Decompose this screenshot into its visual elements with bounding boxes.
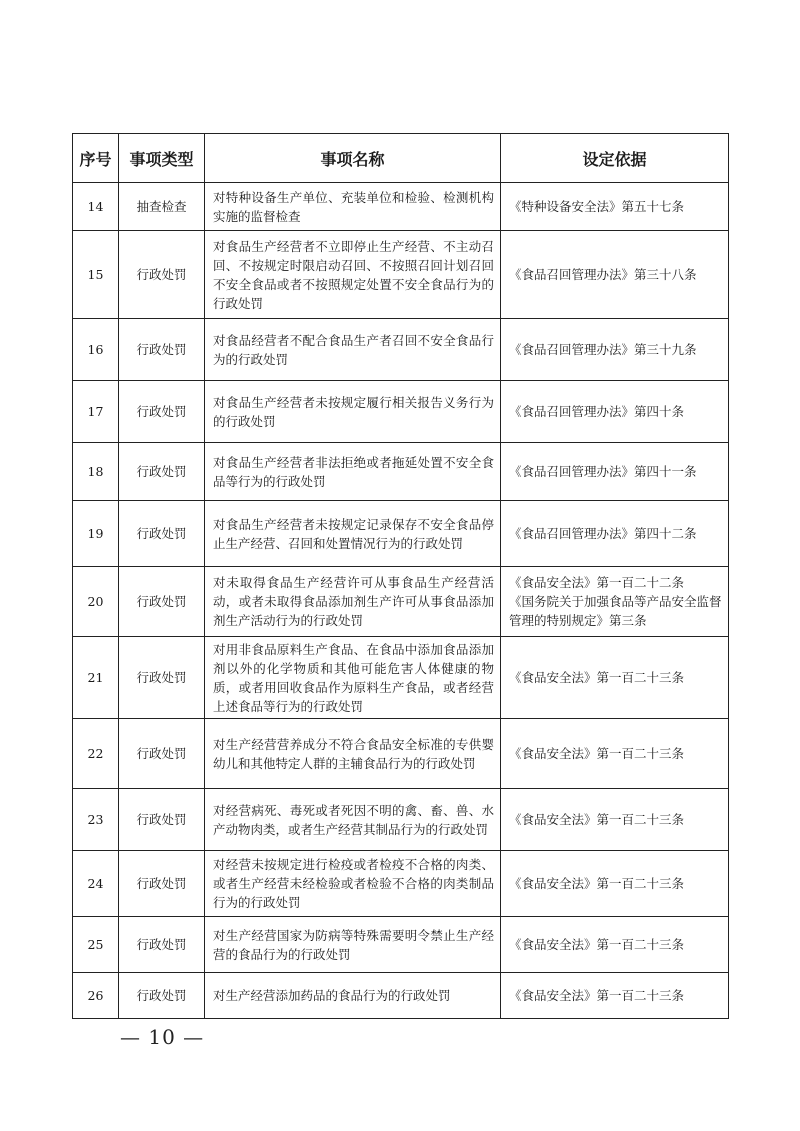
cell-basis [501,851,729,917]
cell-name: 对特种设备生产单位、充装单位和检验、检测机构实施的监督检查 [205,183,501,231]
header-seq: 序号 [73,134,119,183]
table-row [73,637,729,719]
basis-line: 《国务院关于加强食品等产品安全监督管理的特别规定》第三条 [509,594,722,628]
basis-line: 《食品召回管理办法》第四十二条 [509,526,697,541]
basis-line: 《食品安全法》第一百二十三条 [509,988,685,1003]
basis-line: 《食品召回管理办法》第四十条 [509,404,685,419]
cell-basis [501,381,729,443]
cell-name: 对食品生产经营者未按规定记录保存不安全食品停止生产经营、召回和处置情况行为的行政处罚 [205,501,501,567]
cell-name: 对食品生产经营者非法拒绝或者拖延处置不安全食品等行为的行政处罚 [205,443,501,501]
cell-basis [501,719,729,789]
cell-type: 行政处罚 [119,443,205,501]
table-row [73,501,729,567]
cell-name: 对生产经营添加药品的食品行为的行政处罚 [205,973,501,1019]
basis-line: 《食品安全法》第一百二十三条 [509,876,685,891]
header-type: 事项类型 [119,134,205,183]
cell-seq: 23 [73,789,119,851]
table-row [73,443,729,501]
basis-line: 《特种设备安全法》第五十七条 [509,199,685,214]
table-row [73,917,729,973]
matters-table [72,133,729,1019]
cell-name: 对经营未按规定进行检疫或者检疫不合格的肉类、或者生产经营未经检验或者检验不合格的肉类制品行为的行政处罚 [205,851,501,917]
page-number: — 10 — [120,1025,205,1049]
cell-basis [501,917,729,973]
table-row [73,789,729,851]
basis-line: 《食品安全法》第一百二十二条 [509,575,685,590]
cell-type: 抽查检查 [119,183,205,231]
cell-type: 行政处罚 [119,501,205,567]
table-row [73,381,729,443]
cell-name: 对用非食品原料生产食品、在食品中添加食品添加剂以外的化学物质和其他可能危害人体健康的物质，或者用回收食品作为原料生产食品，或者经营上述食品等行为的行政处罚 [205,637,501,719]
cell-seq: 25 [73,917,119,973]
cell-type: 行政处罚 [119,567,205,637]
table-row [73,851,729,917]
basis-line: 《食品召回管理办法》第四十一条 [509,464,697,479]
cell-name: 对食品生产经营者未按规定履行相关报告义务行为的行政处罚 [205,381,501,443]
cell-name: 对食品经营者不配合食品生产者召回不安全食品行为的行政处罚 [205,319,501,381]
cell-type: 行政处罚 [119,319,205,381]
cell-basis [501,443,729,501]
cell-seq: 15 [73,231,119,319]
table-row [73,183,729,231]
cell-basis [501,789,729,851]
cell-seq: 19 [73,501,119,567]
table-header-row [73,134,729,183]
cell-name: 对经营病死、毒死或者死因不明的禽、畜、兽、水产动物肉类，或者生产经营其制品行为的行政处罚 [205,789,501,851]
table-body [73,183,729,1019]
header-name: 事项名称 [205,134,501,183]
cell-type: 行政处罚 [119,231,205,319]
cell-seq: 20 [73,567,119,637]
cell-name: 对未取得食品生产经营许可从事食品生产经营活动，或者未取得食品添加剂生产许可从事食品添加剂生产活动行为的行政处罚 [205,567,501,637]
cell-type: 行政处罚 [119,381,205,443]
basis-line: 《食品召回管理办法》第三十九条 [509,342,697,357]
cell-seq: 17 [73,381,119,443]
cell-seq: 21 [73,637,119,719]
cell-seq: 26 [73,973,119,1019]
table-row [73,319,729,381]
table-row [73,231,729,319]
basis-line: 《食品安全法》第一百二十三条 [509,937,685,952]
cell-seq: 22 [73,719,119,789]
cell-basis [501,319,729,381]
header-basis: 设定依据 [501,134,729,183]
table-row [73,973,729,1019]
basis-line: 《食品安全法》第一百二十三条 [509,746,685,761]
cell-basis [501,231,729,319]
cell-basis [501,973,729,1019]
table-row [73,719,729,789]
table-row [73,567,729,637]
basis-line: 《食品召回管理办法》第三十八条 [509,267,697,282]
cell-name: 对生产经营国家为防病等特殊需要明令禁止生产经营的食品行为的行政处罚 [205,917,501,973]
cell-basis [501,183,729,231]
cell-seq: 14 [73,183,119,231]
cell-seq: 18 [73,443,119,501]
cell-basis [501,567,729,637]
cell-type: 行政处罚 [119,719,205,789]
cell-basis [501,637,729,719]
cell-basis [501,501,729,567]
cell-type: 行政处罚 [119,789,205,851]
cell-type: 行政处罚 [119,851,205,917]
cell-type: 行政处罚 [119,637,205,719]
cell-type: 行政处罚 [119,917,205,973]
basis-line: 《食品安全法》第一百二十三条 [509,812,685,827]
basis-line: 《食品安全法》第一百二十三条 [509,670,685,685]
cell-type: 行政处罚 [119,973,205,1019]
cell-name: 对食品生产经营者不立即停止生产经营、不主动召回、不按规定时限启动召回、不按照召回计划召回不安全食品或者不按照规定处置不安全食品行为的行政处罚 [205,231,501,319]
cell-seq: 24 [73,851,119,917]
cell-seq: 16 [73,319,119,381]
cell-name: 对生产经营营养成分不符合食品安全标准的专供婴幼儿和其他特定人群的主辅食品行为的行政处罚 [205,719,501,789]
